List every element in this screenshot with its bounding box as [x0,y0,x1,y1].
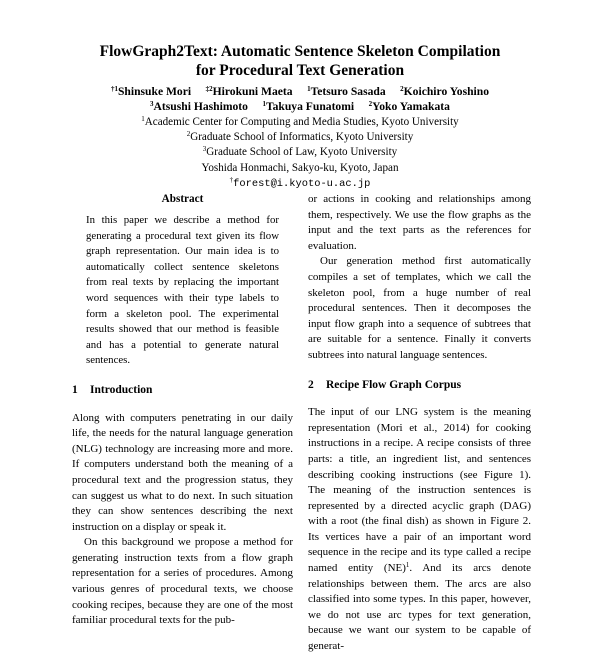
author: $^2$Koichiro Yoshino [400,85,490,98]
affiliation: $^2$Graduate School of Informatics, Kyoto University [186,130,414,144]
method-paragraph: Our generation method first automatically compiles a set of templates, which we call the skeleton pool, from a huge number of real procedural sentences. Then it decomposes the input flow graph into a sequence of subtrees that are suitable for a sentence. Finally it converts subtrees into natural language sentences. [308,255,531,361]
section-title: Recipe Flow Graph Corpus [326,378,462,391]
email-line: †forest@i.kyoto-u.ac.jp [229,175,371,190]
paper-title [0,42,600,80]
author: $^2$Yoko Yamakata [368,100,450,113]
abstract-text: In this paper we describe a method for generating a procedural text given its flow graph representation. Our main idea is to automatically collect sentence skeletons from real texts by replacing the important word sequences with their type labels to form a skeleton pool. The experimental results showed that our method is feasible and has a potential to generate natural sentences. [86,214,279,367]
author: $^{\ddagger 2}$Hirokuni Maeta [205,85,293,98]
section-title: Introduction [90,383,153,396]
left-column [72,192,293,629]
author-line-1 [0,84,600,99]
author: $^1$Tetsuro Sasada [307,85,386,98]
title-line-1: FlowGraph2Text: Automatic Sentence Skeleton Compilation [99,43,501,60]
title-line-2: for Procedural Text Generation [195,62,405,79]
email-address[interactable]: forest@i.kyoto-u.ac.jp [233,177,371,190]
author-list [0,84,600,114]
author: $^3$Atsushi Hashimoto [150,100,248,113]
continued-paragraph: or actions in cooking and relationships among them, respectively. We use the flow graphs as the input and the text parts as the references for evaluation. [308,193,531,252]
author: $^{\dagger 1}$Shinsuke Mori [110,85,192,98]
footnote-marker[interactable]: 1 [405,561,410,570]
affiliations [0,115,600,192]
abstract-heading: Abstract [161,193,204,205]
author: $^1$Takuya Funatomi [262,100,355,113]
corpus-paragraph: The input of our LNG system is the meaning representation (Mori et al., 2014) for cooking instructions in a recipe. A recipe consists of three parts: a title, an ingredient list, and sentences describing cooking instructions (see Figure 1). The meaning of the instruction sentences is represented by a directed acyclic graph (DAG) with a root (the final dish) as shown in Figure 2. Its vertices have a pair of an important word sequence in the recipe and its type called a recipe named entity (NE)$^1$. And its arcs denote relationships between them. The arcs are also classified into some types. In this paper, however, we do not use arc types for text generation, because we want our system to be capable of generat- [308,406,531,653]
section-number: 2 [308,378,314,391]
affiliation: $^1$Academic Center for Computing and Media Studies, Kyoto University [141,115,459,128]
section-heading-corpus [308,378,531,394]
intro-paragraph-1: Along with computers penetrating in our daily life, the needs for the natural language generation (NLG) technology are increasing more and more. If computers understand both the meaning of a procedural text and the progression status, they can suggest us what to do next. In such situation they can show sentences describing the next instruction on a display or speak it. [72,411,293,533]
right-column [308,192,531,655]
section-heading-introduction [72,383,293,399]
section-number: 1 [72,383,78,396]
author-line-2 [0,99,600,114]
intro-paragraph-2: On this background we propose a method for generating instruction texts from a flow graph representation for a series of procedures. Among various genres of procedural texts, we choose cooking recipes, because they are one of the most familiar procedural texts for the pub- [72,536,293,627]
address: Yoshida Honmachi, Sakyo-ku, Kyoto, Japan [201,161,399,174]
affiliation: $^3$Graduate School of Law, Kyoto University [202,145,398,159]
